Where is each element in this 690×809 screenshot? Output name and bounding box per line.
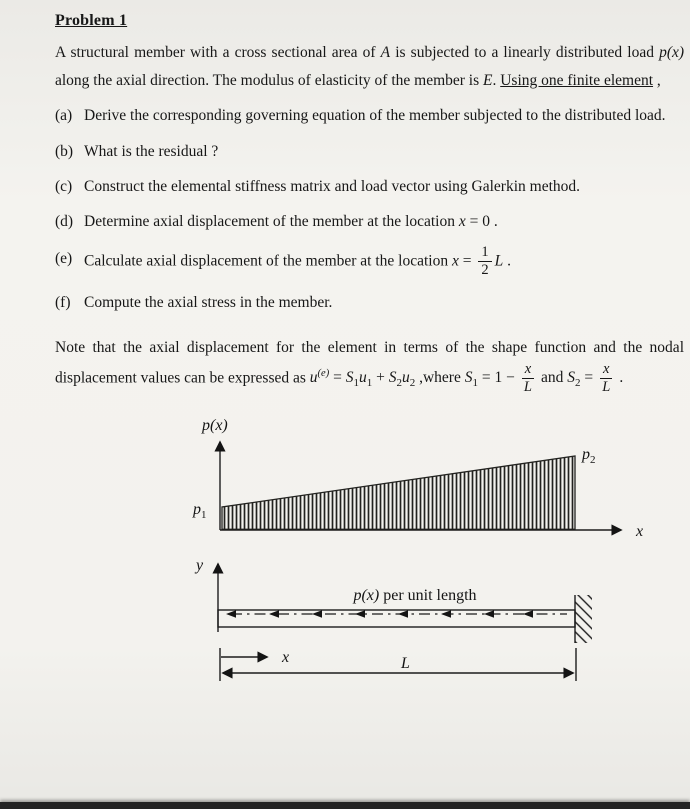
px-axis-label: p(x) [202,416,228,434]
math-sup-e: (e) [317,368,330,380]
scan-bottom-edge [0,802,690,809]
math-x: x [451,252,459,270]
length-label: L [401,654,410,672]
item-c-text: Construct the elemental stiffness matrix and load vector using Galerkin method. [84,177,581,195]
math-S: S [388,369,397,387]
item-f-text: Compute the axial stress in the member. [84,293,333,311]
math-u: u [309,369,318,387]
item-d-label: (d) [55,213,74,231]
left-arrow-icon [441,610,451,617]
math-equals: = [584,369,594,387]
left-arrow-icon [484,610,494,617]
intro-text: . [492,72,501,90]
item-e-pre: Calculate axial displacement of the member at the location [84,252,449,270]
fraction-numerator: x [522,362,534,379]
y-axis-label: y [196,556,204,574]
math-equals: = [333,369,342,387]
intro-text: , [653,72,661,90]
bar-member-diagram [194,557,592,681]
intro-paragraph [55,39,684,95]
fraction-x-over-L [600,362,612,395]
load-function-symbol: p(x) [659,44,685,61]
fraction-one-half [478,245,491,278]
intro-text: A structural member with a cross sectional area of [55,44,381,61]
modulus-symbol: E [483,72,493,90]
item-d-post: = 0 . [469,213,498,231]
math-sub-1: 1 [366,377,373,390]
left-arrow-icon [398,610,408,617]
item-e-label: (e) [55,250,73,268]
left-arrow-icon [355,610,365,617]
math-S: S [345,369,354,387]
item-e-text [84,245,684,278]
dist-load-caption: p(x) per unit length [353,586,477,604]
item-d [55,208,684,236]
fraction-numerator: x [600,362,612,379]
fraction-denominator: L [602,379,611,396]
p1-label: $p_1$ [193,500,207,521]
fraction-x-over-L [522,362,534,395]
item-e [55,245,684,278]
bar-member [218,610,575,627]
area-symbol: A [380,44,391,61]
item-c [55,173,684,201]
item-a [55,102,684,130]
math-u: u [358,369,367,387]
x-dimension-label: x [282,648,290,666]
math-sub-1: 1 [472,377,478,390]
and-text: and [541,369,564,387]
figure-diagrams [55,410,690,695]
note-paragraph [55,334,684,396]
load-x-axis-label: x [636,522,644,540]
where-text: ,where [419,369,461,387]
left-arrow-icon [226,610,236,617]
math-sub-1: 1 [353,377,359,390]
math-S: S [464,369,473,387]
item-a-text: Derive the corresponding governing equation of the member subjected to the distributed load. [84,107,666,125]
note-text: Note that the axial displacement for the element in terms of the shape function and the nodal displacement values can be expressed as [55,338,684,387]
fraction-denominator: 2 [481,262,489,279]
item-d-text [84,208,684,236]
item-b-text: What is the residual ? [84,142,219,160]
item-d-pre: Determine axial displacement of the member at the location [84,213,455,231]
displacement-formula [309,361,624,396]
item-b [55,138,684,166]
load-distribution-diagram [192,417,643,540]
item-a-label: (a) [55,107,73,125]
math-S: S [567,369,576,387]
item-f [55,289,684,317]
intro-text: is subjected to a linearly distributed load [390,44,660,61]
left-arrow-icon [269,610,279,617]
math-period: . [619,369,624,387]
left-arrow-icon [312,610,322,617]
math-sub-2: 2 [575,377,581,390]
underlined-phrase: Using one finite element [500,72,654,90]
math-equals: = [462,252,472,270]
math-one-minus: = 1 − [481,369,515,387]
fixed-support-hatch [575,595,592,643]
item-c-label: (c) [55,177,73,195]
math-plus: + [376,369,385,387]
problem-title: Problem 1 [55,12,128,29]
math-L: L [494,252,504,270]
p2-label: $p_2$ [582,445,596,466]
left-arrow-icon [523,610,533,617]
math-sub-2: 2 [396,377,402,390]
fraction-numerator: 1 [478,245,491,262]
math-u: u [401,369,410,387]
math-sub-2: 2 [409,377,416,390]
item-b-label: (b) [55,142,74,160]
item-f-label: (f) [55,293,71,311]
intro-text: along the axial direction. The modulus of elasticity of the member is [55,72,484,90]
math-x: x [458,213,466,231]
fraction-denominator: L [523,379,532,396]
distributed-load-shape [222,456,575,529]
math-period: . [507,252,511,270]
